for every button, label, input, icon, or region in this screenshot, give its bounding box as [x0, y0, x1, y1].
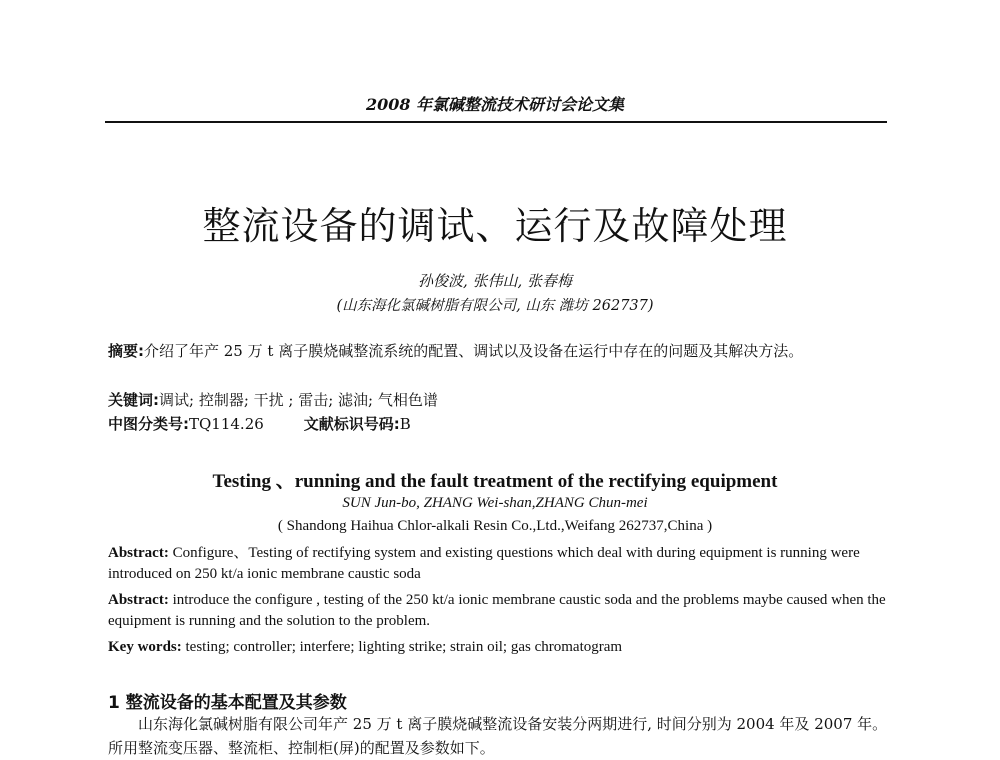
authors-zh: 孙俊波, 张伟山, 张春梅 — [417, 272, 573, 290]
keywords-en-text: testing; controller; interfere; lighting strike; strain oil; gas chromatogram — [181, 639, 623, 655]
keywords-en — [108, 637, 888, 658]
abstract-zh-text: 介绍了年产 25 万 t 离子膜烧碱整流系统的配置、调试以及设备在运行中存在的问题及其解决方法。 — [144, 342, 804, 360]
affiliation-en: ( Shandong Haihua Chlor-alkali Resin Co.,Ltd.,Weifang 262737,China ) — [277, 518, 713, 534]
abstract-zh-label: 摘要: — [108, 342, 144, 360]
classification-zh — [108, 413, 888, 435]
header-rule — [105, 121, 887, 123]
abstract-en-first — [108, 543, 888, 585]
paper-title-en: Testing 、running and the fault treatment of the rectifying equipment — [212, 471, 778, 492]
keywords-zh — [108, 389, 888, 411]
keywords-zh-label: 关键词: — [108, 391, 159, 409]
section-1-heading: 1 整流设备的基本配置及其参数 — [108, 693, 347, 713]
affiliation-zh: (山东海化氯碱树脂有限公司, 山东 潍坊 262737) — [336, 298, 654, 314]
abstract-en-second — [108, 590, 888, 632]
abstract-en-second-text: introduce the configure , testing of the 250 kt/a ionic membrane caustic soda and the problems maybe caused when the equipment is running and the solution to the problem. — [108, 592, 886, 629]
abstract-en-first-text: Configure、Testing of rectifying system and existing questions which deal with during equipment is running were introduced on 250 kt/a ionic membrane caustic soda — [108, 545, 860, 582]
keywords-zh-text: 调试; 控制器; 干扰 ; 雷击; 滤油; 气相色谱 — [159, 391, 438, 409]
abstract-en-second-label: Abstract: — [108, 592, 169, 608]
abstract-zh — [108, 340, 888, 362]
abstract-en-first-label: Abstract: — [108, 545, 169, 561]
authors-en: SUN Jun-bo, ZHANG Wei-shan,ZHANG Chun-mei — [342, 495, 648, 511]
doc-code-value: B — [399, 415, 411, 433]
class-number-label: 中图分类号: — [108, 415, 189, 433]
doc-code-label: 文献标识号码: — [303, 415, 400, 433]
class-number-value: TQ114.26 — [189, 415, 264, 433]
keywords-en-label: Key words: — [108, 639, 182, 655]
running-header: 2008 年氯碱整流技术研讨会论文集 — [365, 95, 625, 114]
section-1-paragraph: 山东海化氯碱树脂有限公司年产 25 万 t 离子膜烧碱整流设备安装分两期进行, 时间分别为 2004 年及 2007 年。所用整流变压器、整流柜、控制柜(屏)的配置及参数如下。 — [108, 715, 888, 757]
paper-title-zh: 整流设备的调试、运行及故障处理 — [202, 204, 788, 248]
